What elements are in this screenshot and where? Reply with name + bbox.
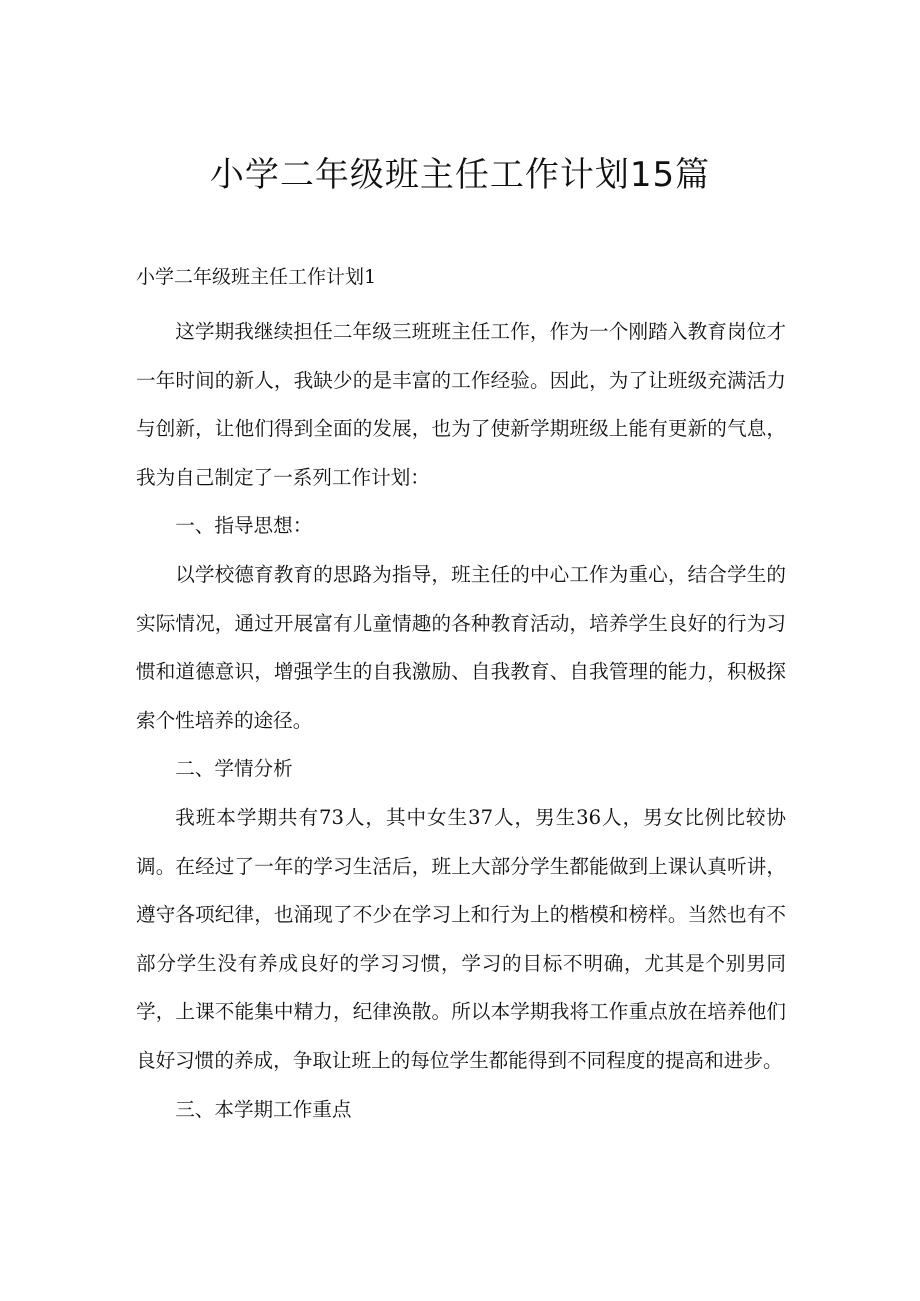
heading-work-focus: 三、本学期工作重点	[175, 1097, 352, 1121]
document-title: 小学二年级班主任工作计划15篇	[209, 155, 711, 195]
guiding-ideology-paragraph: 以学校德育教育的思路为指导，班主任的中心工作为重心，结合学生的实际情况，通过开展富有儿童情趣的各种教育活动，培养学生良好的行为习惯和道德意识，增强学生的自我激励、自我教育、自我管理的能力，积极探索个性培养的途径。	[136, 562, 786, 732]
document-body	[136, 252, 786, 1134]
section-subtitle: 小学二年级班主任工作计划1	[136, 266, 377, 288]
heading-student-analysis: 二、学情分析	[175, 757, 293, 781]
heading-guiding-ideology: 一、指导思想：	[175, 514, 313, 538]
intro-paragraph: 这学期我继续担任二年级三班班主任工作，作为一个刚踏入教育岗位才一年时间的新人，我缺少的是丰富的工作经验。因此，为了让班级充满活力与创新，让他们得到全面的发展，也为了使新学期班级上能有更新的气息，我为自己制定了一系列工作计划：	[136, 320, 786, 489]
student-analysis-paragraph: 我班本学期共有73人，其中女生37人，男生36人，男女比例比较协调。在经过了一年的学习生活后，班上大部分学生都能做到上课认真听讲，遵守各项纪律，也涌现了不少在学习上和行为上的楷模和榜样。当然也有不部分学生没有养成良好的学习习惯，学习的目标不明确，尤其是个别男同学，上课不能集中精力，纪律涣散。所以本学期我将工作重点放在培养他们良好习惯的养成，争取让班上的每位学生都能得到不同程度的提高和进步。	[136, 805, 786, 1072]
